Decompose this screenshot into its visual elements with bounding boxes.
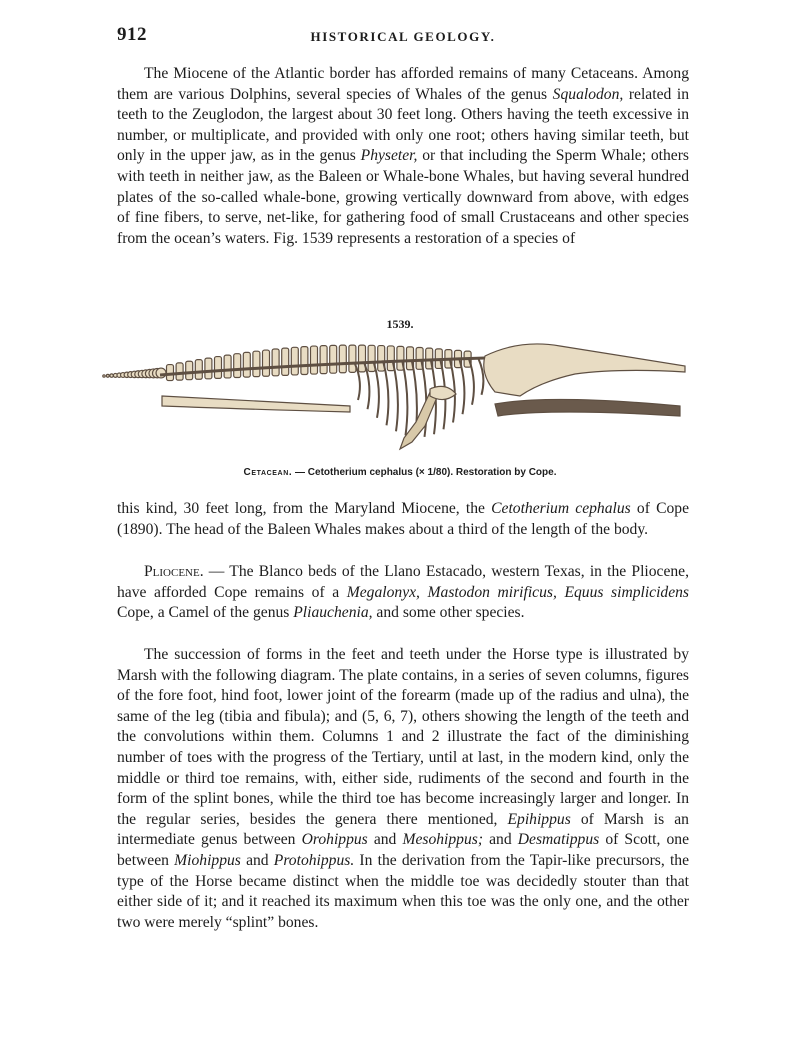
vertebra-spine [330, 345, 337, 373]
vertebra-spine [234, 354, 241, 378]
vertebra-spine [253, 351, 260, 376]
vertebra [103, 375, 105, 377]
vertebra-spine [368, 345, 375, 371]
paragraph-miocene-cetaceans: The Miocene of the Atlantic border has afforded remains of many Cetaceans. Among them are various Dolphins, several species of Whales of the genus Squalodon, related in teeth to the Zeuglodon, the largest about 30 feet long. Others having the teeth excessive in number, or multiplicate, and provided with only one root; others having similar teeth, but only in the upper jaw, as in the genus Physeter, or that including the Sperm Whale; others with teeth in neither jaw, as the Baleen or Whale-bone Whales, but having several hundred plates of the so-called whale-bone, growing vertically downward from above, with edges of fine fibers, to serve, net-like, for gathering food of small Crustaceans and other species from the ocean’s waters. Fig. 1539 represents a restoration of a species of [117, 65, 689, 247]
left-lower-jaw [162, 396, 350, 412]
vertebra [156, 368, 166, 378]
vertebra-spine [186, 361, 193, 379]
paragraph-pliocene: Pliocene. — The Blanco beds of the Llano Estacado, western Texas, in the Pliocene, have afforded Cope remains of a Megalonyx, Mastodon mirificus, Equus simplicidens Cope, a Camel of the genus Pliauchenia, and some other species. [117, 563, 690, 622]
vertebra-spine [349, 345, 356, 372]
rib [393, 362, 398, 431]
vertebra [110, 374, 113, 377]
section-heading-pliocene: Pliocene. [144, 563, 204, 580]
vertebra-spine [272, 349, 279, 376]
vertebra-spine [195, 360, 202, 380]
figure-caption: Cetacean. — Cetotherium cephalus (× 1/80). Restoration by Cope. [243, 467, 557, 478]
rib [479, 359, 484, 395]
whale-skeleton-figure [100, 334, 700, 462]
vertebra-spine [301, 347, 308, 375]
vertebra-spine [359, 345, 366, 372]
scapula [430, 386, 456, 399]
skull [484, 344, 685, 396]
page-header [117, 24, 689, 48]
vertebra-spine [263, 350, 270, 376]
vertebra-spine [320, 346, 327, 374]
skeleton-illustration [103, 344, 685, 449]
vertebra-spine [339, 345, 346, 373]
page-number: 912 [117, 24, 147, 45]
vertebra-spine [282, 348, 289, 375]
dorsal-spines [167, 345, 472, 380]
paragraph-cetotherium: this kind, 30 feet long, from the Maryland Miocene, the Cetotherium cephalus of Cope (1890). The head of the Baleen Whales makes about a third of the length of the body. [117, 500, 690, 538]
vertebra-spine [176, 363, 183, 380]
tail-vertebrae [103, 368, 166, 378]
vertebra-spine [224, 355, 231, 378]
lower-jaw [495, 399, 680, 416]
running-head: HISTORICAL GEOLOGY. [310, 29, 496, 44]
vertebra-spine [291, 347, 298, 375]
vertebra-spine [215, 357, 222, 379]
vertebra-spine [205, 358, 212, 379]
vertebra-spine [243, 352, 250, 377]
paragraph-horse-succession: The succession of forms in the feet and teeth under the Horse type is illustrated by Marsh with the following diagram. The plate contains, in a series of seven columns, figures of the fore foot, hind foot, lower joint of the forearm (made up of the radius and ulna), the same of the leg (tibia and fibula); and (5, 6, 7), others showing the length of the teeth and the convolutions within them. Columns 1 and 2 illustrate the fact of the diminishing number of toes with the progress of the Tertiary, until at last, in the modern kind, only the middle or third toe remains, with, either side, rudiments of the second and fourth in the form of the splint bones, while the third toe has become increasingly larger and longer. In the regular series, besides the genera there mentioned, Epihippus of Marsh is an intermediate genus between Orohippus and Mesohippus; and Desmatippus of Scott, one between Miohippus and Protohippus. In the derivation from the Tapir-like precursors, the type of the Horse became distinct when the middle toe was decidedly stouter than that either side of it; and it reached its maximum when this toe was the only one, and the other two were merely “splint” bones. [117, 646, 690, 931]
figure-number: 1539. [386, 317, 414, 331]
rib [384, 363, 389, 426]
vertebra [106, 374, 109, 377]
vertebra-spine [311, 346, 318, 374]
rib [403, 362, 408, 435]
